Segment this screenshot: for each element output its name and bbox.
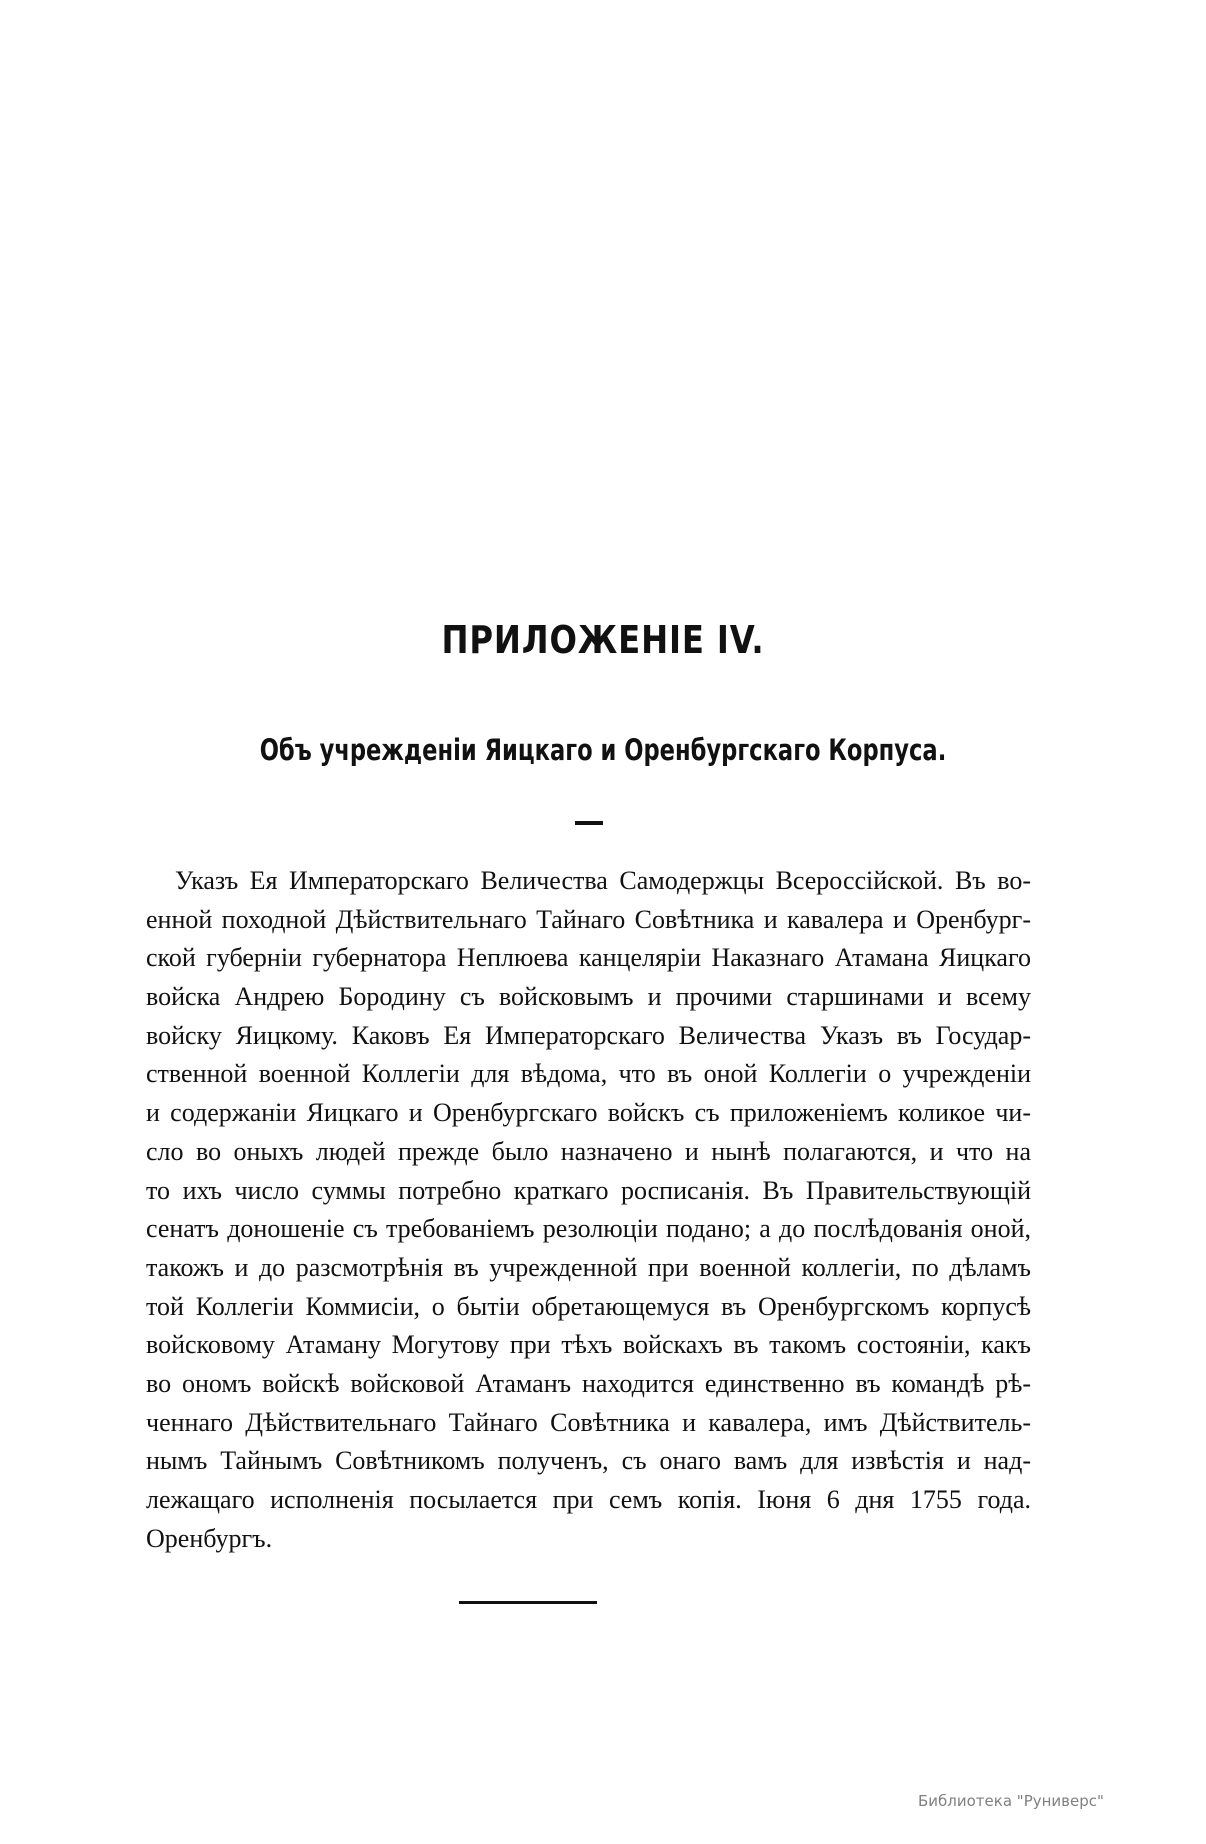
body-line: нымъ Тайнымъ Совѣтникомъ полученъ, съ онаго вамъ для извѣстія и над- (146, 1446, 1031, 1476)
body-line: войсковому Атаману Могутову при тѣхъ войскахъ въ такомъ состояніи, какъ (146, 1330, 1031, 1360)
library-watermark: Библиотека "Руниверс" (918, 1792, 1104, 1810)
body-line: войску Яицкому. Каковъ Ея Императорскаго Величества Указъ въ Государ- (146, 1020, 1031, 1050)
body-line: сло во оныхъ людей прежде было назначено и нынѣ полагаются, и что на (146, 1136, 1031, 1166)
body-text (146, 862, 1031, 1558)
body-line: во ономъ войскѣ войсковой Атаманъ находится единственно въ командѣ рѣ- (146, 1368, 1031, 1398)
body-line: войска Андрею Бородину съ войсковымъ и прочими старшинами и всему (146, 982, 1031, 1012)
page-title: ПРИЛОЖЕНІЕ IV. (441, 618, 765, 662)
body-line: лежащаго исполненія посылается при семъ копія. Іюня 6 дня 1755 года. (146, 1485, 1031, 1514)
end-rule (459, 1601, 597, 1604)
body-line: то ихъ число суммы потребно краткаго росписанія. Въ Правительствующій (146, 1175, 1031, 1205)
body-line: енной походной Дѣйствительнаго Тайнаго Совѣтника и кавалера и Оренбург- (146, 904, 1031, 934)
body-line: ственной военной Коллегіи для вѣдома, что въ оной Коллегіи о учрежденіи (146, 1059, 1031, 1089)
body-line: ской губерніи губернатора Неплюева канцеляріи Наказнаго Атамана Яицкаго (146, 943, 1031, 973)
body-line: ченнаго Дѣйствительнаго Тайнаго Совѣтника и кавалера, имъ Дѣйствитель- (146, 1407, 1031, 1437)
body-line: такожъ и до разсмотрѣнія въ учрежденной при военной коллегіи, по дѣламъ (146, 1252, 1031, 1282)
body-line: той Коллегіи Коммисіи, о бытіи обретающемуся въ Оренбургскомъ корпусѣ (146, 1291, 1031, 1321)
body-line: сенатъ доношеніе съ требованіемъ резолюціи подано; а до послѣдованія оной, (146, 1214, 1031, 1244)
body-line: Указъ Ея Императорскаго Величества Самодержцы Всероссійской. Въ во- (175, 866, 1031, 895)
body-line: Оренбургъ. (146, 1523, 273, 1553)
separator-dash (575, 821, 603, 825)
page-subtitle: Объ учрежденіи Яицкаго и Оренбургскаго Корпуса. (259, 733, 947, 767)
body-line: и содержаніи Яицкаго и Оренбургскаго войскъ съ приложеніемъ коликое чи- (146, 1098, 1031, 1128)
